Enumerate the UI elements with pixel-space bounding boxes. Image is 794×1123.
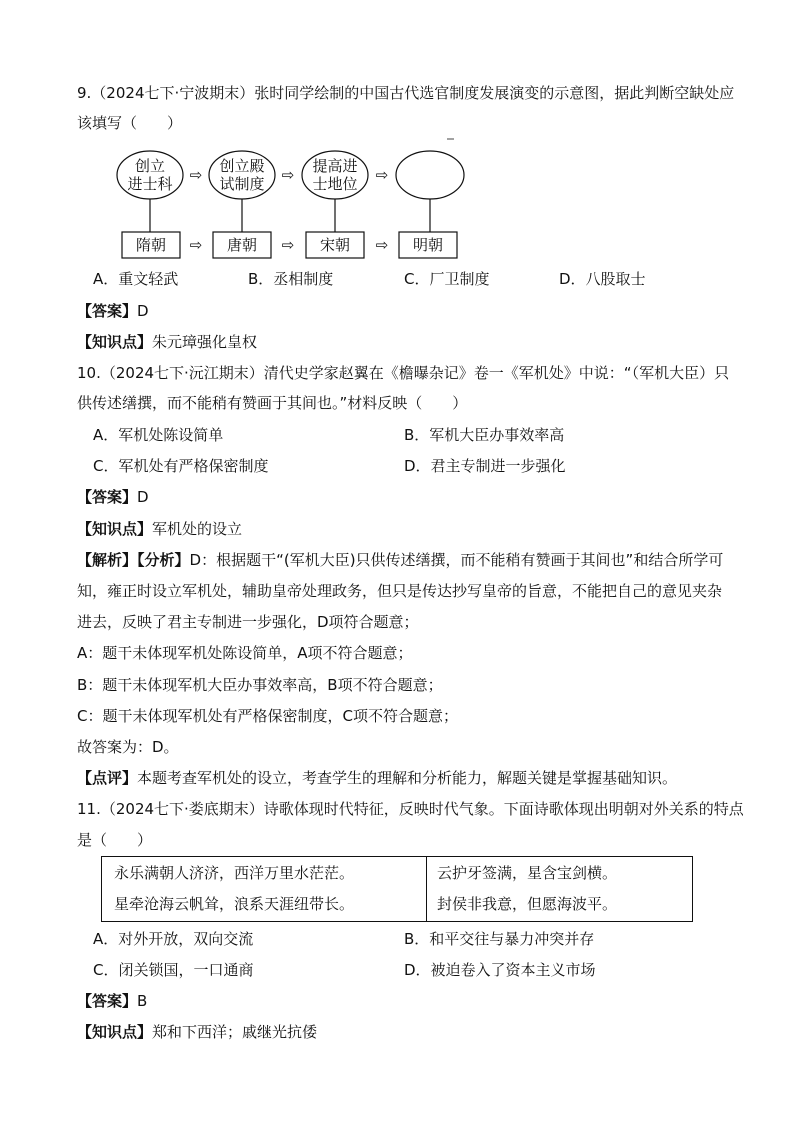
answer-label: 【答案】 — [77, 302, 138, 320]
q10-analysis-line7: 故答案为：D。 — [77, 738, 179, 756]
poem-divider — [426, 857, 427, 921]
answer-value: D — [137, 302, 149, 320]
q11-option-a[interactable]: A．对外开放，双向交流 — [93, 930, 254, 948]
diagram-box-tang — [213, 232, 271, 258]
svg-text:试制度: 试制度 — [219, 175, 265, 193]
svg-text:隋朝: 隋朝 — [135, 236, 167, 254]
diagram-box-ming — [399, 232, 457, 258]
answer-label: 【答案】 — [77, 992, 138, 1010]
poem-right-line2: 封侯非我意，但愿海波平。 — [437, 895, 618, 913]
knowledge-value: 朱元璋强化皇权 — [152, 333, 258, 351]
q10-stem-line1: 10.（2024七下·沅江期末）清代史学家赵翼在《檐曝杂记》卷一《军机处》中说：“（军机大臣）只 — [77, 364, 730, 382]
q10-analysis-line6: C：题干未体现军机处有严格保密制度，C项不符合题意； — [77, 707, 458, 725]
q10-option-d[interactable]: D．君主专制进一步强化 — [404, 457, 566, 475]
svg-text:提高进: 提高进 — [312, 157, 358, 175]
poem-table — [101, 856, 693, 922]
q11-answer — [77, 991, 147, 1011]
poem-right-line1: 云护牙签满，星含宝剑横。 — [437, 864, 618, 882]
q11-knowledge — [77, 1022, 317, 1042]
q10-stem-line2: 供传述缮撰，而不能稍有赞画于其间也。”材料反映（ ） — [77, 394, 468, 412]
svg-text:创立: 创立 — [134, 157, 166, 175]
q9-option-a[interactable]: A．重文轻武 — [93, 270, 179, 288]
knowledge-label: 【知识点】 — [77, 1023, 153, 1041]
q10-knowledge — [77, 519, 242, 539]
knowledge-value: 郑和下西洋；戚继光抗倭 — [152, 1023, 318, 1041]
svg-text:士地位: 士地位 — [312, 175, 358, 193]
answer-label: 【答案】 — [77, 488, 138, 506]
q9-knowledge — [77, 332, 257, 352]
knowledge-label: 【知识点】 — [77, 520, 153, 538]
knowledge-value: 军机处的设立 — [152, 520, 243, 538]
selection-system-diagram — [108, 136, 478, 264]
analysis-text: D：根据题干“(军机大臣)只供传述缮撰，而不能稍有赞画于其间也”和结合所学可 — [189, 551, 724, 569]
svg-text:唐朝: 唐朝 — [226, 236, 258, 254]
q10-analysis-line4: A：题干未体现军机处陈设简单，A项不符合题意； — [77, 644, 413, 662]
answer-value: B — [137, 992, 148, 1010]
svg-text:进士科: 进士科 — [127, 175, 173, 193]
analysis-label: 【解析】【分析】 — [77, 551, 190, 569]
q11-option-b[interactable]: B．和平交往与暴力冲突并存 — [404, 930, 595, 948]
poem-left-line1: 永乐满朝人济济，西洋万里水茫茫。 — [114, 864, 355, 882]
svg-text:明朝: 明朝 — [412, 236, 444, 254]
q10-analysis-line1 — [77, 550, 723, 570]
diagram-oval-3 — [302, 151, 368, 199]
diagram-oval-4-blank — [396, 151, 464, 199]
q11-stem-line2: 是（ ） — [77, 831, 153, 849]
diagram-box-sui — [122, 232, 180, 258]
comment-text: 本题考查军机处的设立，考查学生的理解和分析能力，解题关键是掌握基础知识。 — [137, 769, 678, 787]
q9-option-d[interactable]: D．八股取士 — [559, 270, 646, 288]
q9-stem-line1: 9.（2024七下·宁波期末）张时同学绘制的中国古代选官制度发展演变的示意图，据此判断空缺处应 — [77, 84, 735, 102]
q10-option-b[interactable]: B．军机大臣办事效率高 — [404, 426, 565, 444]
arrow-icon: ⇨ — [375, 236, 389, 254]
q9-option-b[interactable]: B．丞相制度 — [248, 270, 334, 288]
poem-left-line2: 星牵沧海云帆耸，浪系天涯纽带长。 — [114, 895, 355, 913]
q10-analysis-line3: 进去，反映了君主专制进一步强化，D项符合题意； — [77, 613, 419, 631]
knowledge-label: 【知识点】 — [77, 333, 153, 351]
arrow-icon: ⇨ — [281, 166, 295, 184]
q9-answer — [77, 301, 149, 321]
svg-text:创立殿: 创立殿 — [219, 157, 265, 175]
answer-value: D — [137, 488, 149, 506]
q10-option-a[interactable]: A．军机处陈设简单 — [93, 426, 224, 444]
q10-comment — [77, 768, 677, 788]
arrow-icon: ⇨ — [189, 166, 203, 184]
q9-stem-line2: 该填写（ ） — [77, 114, 183, 132]
q11-option-d[interactable]: D．被迫卷入了资本主义市场 — [404, 961, 596, 979]
q10-analysis-line5: B：题干未体现军机大臣办事效率高，B项不符合题意； — [77, 676, 443, 694]
diagram-box-song — [306, 232, 364, 258]
comment-label: 【点评】 — [77, 769, 138, 787]
q11-stem-line1: 11.（2024七下·娄底期末）诗歌体现时代特征，反映时代气象。下面诗歌体现出明朝对外关系的特点 — [77, 800, 744, 818]
arrow-icon: ⇨ — [189, 236, 203, 254]
q11-option-c[interactable]: C．闭关锁国，一口通商 — [93, 961, 254, 979]
q9-option-c[interactable]: C．厂卫制度 — [404, 270, 490, 288]
q10-option-c[interactable]: C．军机处有严格保密制度 — [93, 457, 269, 475]
diagram-oval-2 — [209, 151, 275, 199]
q10-analysis-line2: 知，雍正时设立军机处，辅助皇帝处理政务，但只是传达抄写皇帝的旨意，不能把自己的意见夹杂 — [77, 582, 723, 600]
q10-answer — [77, 487, 149, 507]
svg-text:宋朝: 宋朝 — [319, 236, 351, 254]
arrow-icon: ⇨ — [281, 236, 295, 254]
diagram-oval-1 — [117, 151, 183, 199]
arrow-icon: ⇨ — [375, 166, 389, 184]
